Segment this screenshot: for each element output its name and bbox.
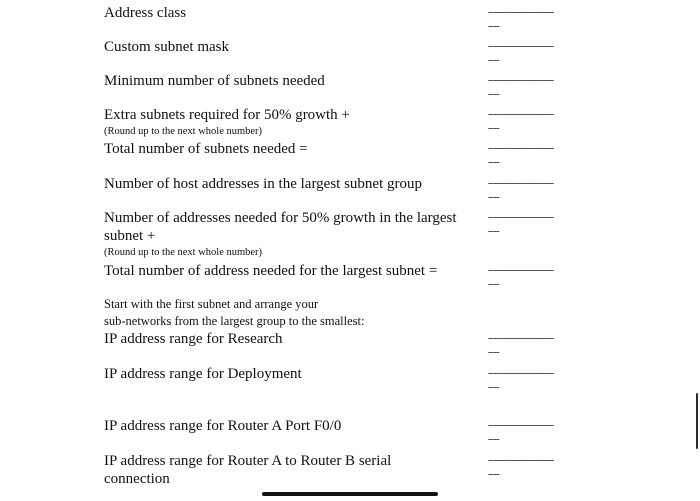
custom-subnet-mask-label: Custom subnet mask — [104, 39, 230, 55]
host-addresses-blank[interactable]: ------------------------ ---- — [488, 178, 554, 203]
host-addresses-label: Number of host addresses in the largest subnet group — [104, 176, 422, 192]
deployment-range-blank[interactable]: ------------------------ ---- — [488, 368, 554, 393]
instructions-line-1: Start with the first subnet and arrange your — [104, 297, 319, 311]
custom-subnet-mask-blank[interactable]: ------------------------ ---- — [488, 41, 554, 66]
research-range-label: IP address range for Research — [104, 331, 283, 347]
min-subnets-label: Minimum number of subnets needed — [104, 73, 325, 89]
total-addresses-label: Total number of address needed for the largest subnet = — [104, 263, 438, 279]
research-range-blank[interactable]: ------------------------ ---- — [488, 333, 554, 358]
router-a-f00-blank[interactable]: ------------------------ ---- — [488, 420, 554, 445]
serial-range-label: IP address range for Router A to Router B serial — [104, 453, 392, 469]
deployment-range-label: IP address range for Deployment — [104, 366, 302, 382]
serial-range-blank[interactable]: ------------------------ ---- — [488, 455, 554, 480]
growth-addresses-label: Number of addresses needed for 50% growth in the largest — [104, 210, 457, 226]
extra-subnets-note: (Round up to the next whole number) — [104, 126, 263, 137]
address-class-blank[interactable]: ------------------------ ---- — [488, 7, 554, 32]
instructions-line-2: sub-networks from the largest group to the smallest: — [104, 314, 365, 328]
min-subnets-blank[interactable]: ------------------------ ---- — [488, 75, 554, 100]
extra-subnets-blank[interactable]: ------------------------ ---- — [488, 109, 554, 134]
growth-addresses-blank[interactable]: ------------------------ ---- — [488, 212, 554, 237]
serial-range-label-cont: connection — [104, 471, 170, 487]
total-subnets-blank[interactable]: ------------------------ ---- — [488, 143, 554, 168]
growth-addresses-note: (Round up to the next whole number) — [104, 247, 263, 258]
address-class-label: Address class — [104, 5, 187, 21]
router-a-f00-label: IP address range for Router A Port F0/0 — [104, 418, 342, 434]
total-subnets-label: Total number of subnets needed = — [104, 141, 308, 157]
home-indicator[interactable] — [262, 492, 438, 496]
extra-subnets-label: Extra subnets required for 50% growth + — [104, 107, 350, 123]
growth-addresses-label-cont: subnet + — [104, 228, 156, 244]
scrollbar[interactable] — [696, 393, 698, 449]
total-addresses-blank[interactable]: ------------------------ ---- — [488, 265, 554, 290]
